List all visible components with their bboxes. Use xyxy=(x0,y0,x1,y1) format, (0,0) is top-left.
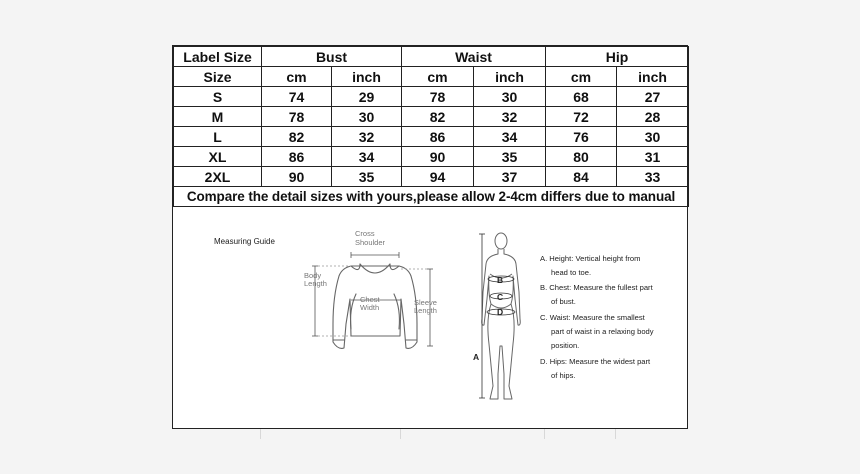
measuring-guide-illustration xyxy=(173,204,687,428)
value-cell: 72 xyxy=(546,107,617,127)
label-size-header: Label Size xyxy=(174,47,262,67)
bust-header: Bust xyxy=(262,47,402,67)
value-cell: 32 xyxy=(332,127,402,147)
chest-width-label: Width xyxy=(360,303,380,312)
size-header: Size xyxy=(174,67,262,87)
value-cell: 30 xyxy=(474,87,546,107)
grid-line xyxy=(260,429,261,439)
value-cell: 78 xyxy=(402,87,474,107)
value-cell: 68 xyxy=(546,87,617,107)
sleeve-length-label: Sleeve xyxy=(414,298,437,307)
marker-d: D xyxy=(497,307,504,317)
table-row xyxy=(174,167,689,187)
size-cell: M xyxy=(174,107,262,127)
unit-header: inch xyxy=(332,67,402,87)
instruction-waist: position. xyxy=(551,341,580,350)
value-cell: 80 xyxy=(546,147,617,167)
instruction-height: A. Height: Vertical height from xyxy=(540,254,641,263)
unit-header: cm xyxy=(546,67,617,87)
value-cell: 74 xyxy=(262,87,332,107)
grid-line xyxy=(615,429,616,439)
value-cell: 90 xyxy=(402,147,474,167)
header-row-units xyxy=(174,67,689,87)
instruction-waist: C. Waist: Measure the smallest xyxy=(540,313,645,322)
marker-c: C xyxy=(497,292,504,302)
value-cell: 76 xyxy=(546,127,617,147)
instruction-waist: part of waist in a relaxing body xyxy=(551,327,654,336)
unit-header: inch xyxy=(474,67,546,87)
instruction-hips: of hips. xyxy=(551,371,576,380)
value-cell: 27 xyxy=(617,87,689,107)
table-row xyxy=(174,147,689,167)
size-cell: S xyxy=(174,87,262,107)
table-row xyxy=(174,107,689,127)
value-cell: 78 xyxy=(262,107,332,127)
hip-header: Hip xyxy=(546,47,689,67)
size-cell: 2XL xyxy=(174,167,262,187)
sleeve-length-label: Length xyxy=(414,306,437,315)
value-cell: 30 xyxy=(617,127,689,147)
size-cell: L xyxy=(174,127,262,147)
table-row xyxy=(174,127,689,147)
value-cell: 35 xyxy=(332,167,402,187)
spreadsheet-grid-lines xyxy=(172,429,688,439)
grid-line xyxy=(400,429,401,439)
value-cell: 86 xyxy=(262,147,332,167)
cross-shoulder-label: Cross xyxy=(355,229,375,238)
grid-line xyxy=(544,429,545,439)
value-cell: 94 xyxy=(402,167,474,187)
size-chart-sheet xyxy=(172,45,688,429)
value-cell: 82 xyxy=(262,127,332,147)
unit-header: inch xyxy=(617,67,689,87)
waist-header: Waist xyxy=(402,47,546,67)
value-cell: 90 xyxy=(262,167,332,187)
body-length-label: Length xyxy=(304,279,327,288)
instruction-hips: D. Hips: Measure the widest part xyxy=(540,357,651,366)
value-cell: 31 xyxy=(617,147,689,167)
value-cell: 82 xyxy=(402,107,474,127)
header-row-measurements xyxy=(174,47,689,67)
instruction-chest: B. Chest: Measure the fullest part xyxy=(540,283,653,292)
table-row xyxy=(174,87,689,107)
marker-b: B xyxy=(497,275,504,285)
instruction-height: head to toe. xyxy=(551,268,592,277)
measuring-guide-title: Measuring Guide xyxy=(214,237,275,246)
marker-a: A xyxy=(473,352,480,362)
value-cell: 32 xyxy=(474,107,546,127)
value-cell: 34 xyxy=(474,127,546,147)
instruction-chest: of bust. xyxy=(551,297,576,306)
unit-header: cm xyxy=(402,67,474,87)
value-cell: 30 xyxy=(332,107,402,127)
size-table xyxy=(173,46,689,207)
value-cell: 28 xyxy=(617,107,689,127)
value-cell: 29 xyxy=(332,87,402,107)
value-cell: 84 xyxy=(546,167,617,187)
size-note: Compare the detail sizes with yours,please allow 2-4cm differs due to manual xyxy=(174,187,689,207)
value-cell: 86 xyxy=(402,127,474,147)
value-cell: 33 xyxy=(617,167,689,187)
value-cell: 34 xyxy=(332,147,402,167)
cross-shoulder-label: Shoulder xyxy=(355,238,386,247)
chest-width-label: Chest xyxy=(360,295,380,304)
body-length-label: Body xyxy=(304,271,322,280)
size-cell: XL xyxy=(174,147,262,167)
value-cell: 35 xyxy=(474,147,546,167)
value-cell: 37 xyxy=(474,167,546,187)
unit-header: cm xyxy=(262,67,332,87)
